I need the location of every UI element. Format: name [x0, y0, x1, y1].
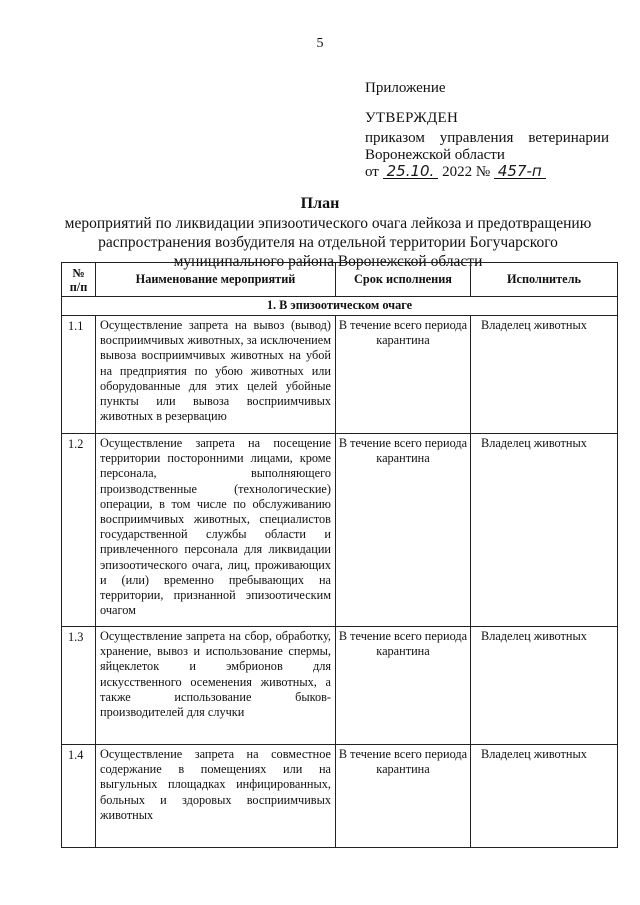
row-executor: Владелец животных [471, 434, 618, 627]
row-number: 1.2 [62, 434, 96, 627]
appendix-label: Приложение [365, 80, 446, 96]
row-term: В течение всего периода карантина [336, 745, 471, 848]
row-number: 1.4 [62, 745, 96, 848]
row-term: В течение всего периода карантина [336, 434, 471, 627]
handwritten-order-number: 457-п [494, 164, 546, 179]
row-number: 1.1 [62, 316, 96, 434]
col-header-number-line2: п/п [69, 279, 88, 294]
section-row [62, 297, 618, 316]
table-row [62, 434, 618, 627]
row-number: 1.3 [62, 627, 96, 745]
order-line-1: приказом управления ветеринарии [365, 130, 609, 146]
approved-label: УТВЕРЖДЕН [365, 110, 459, 126]
order-line-2: Воронежской области [365, 147, 505, 163]
row-term: В течение всего периода карантина [336, 316, 471, 434]
row-executor: Владелец животных [471, 627, 618, 745]
order-block [365, 130, 609, 164]
section-title: 1. В эпизоотическом очаге [62, 297, 618, 316]
row-measure: Осуществление запрета на сбор, обработку, хранение, вывоз и использование спермы, яйцеклеток и эмбрионов для искусственного осеменения животных, а также использование быков-производителей для случки [96, 627, 336, 745]
date-prefix: от [365, 164, 379, 180]
measures-table [61, 262, 618, 848]
col-header-term: Срок исполнения [336, 263, 471, 297]
col-header-number-line1: № [72, 265, 85, 280]
row-term: В течение всего периода карантина [336, 627, 471, 745]
col-header-name: Наименование мероприятий [96, 263, 336, 297]
table-row [62, 316, 618, 434]
row-executor: Владелец животных [471, 745, 618, 848]
table-header-row [62, 263, 618, 297]
handwritten-date: 25.10. [383, 164, 439, 179]
page-number: 5 [316, 36, 324, 51]
plan-title: План [300, 195, 340, 212]
row-executor: Владелец животных [471, 316, 618, 434]
table-row [62, 745, 618, 848]
row-measure: Осуществление запрета на посещение территории посторонними лицами, кроме персонала, выполняющего производственные (технологические) операции, в том числе по обслуживанию восприимчивых животных, специалистов государственной службы области и привлеченного персонала для ликвидации эпизоотического очага, лиц, проживающих и (или) временно пребывающих на территории, признанной эпизоотическим очагом [96, 434, 336, 627]
col-header-executor: Исполнитель [471, 263, 618, 297]
table-row [62, 627, 618, 745]
row-measure: Осуществление запрета на совместное содержание в помещениях или на выгульных площадках инфицированных, больных и здоровых восприимчивых животных [96, 745, 336, 848]
plan-subtitle: мероприятий по ликвидации эпизоотического очага лейкоза и предотвращению распространения возбудителя на отдельной территории Богучарского муниципального района Воронежской области [64, 215, 592, 270]
col-header-number [62, 263, 96, 297]
year-and-number-sign: 2022 № [442, 164, 491, 180]
order-date-line [365, 164, 546, 181]
row-measure: Осуществление запрета на вывоз (вывод) восприимчивых животных, за исключением вывоза восприимчивых животных на убой на предприятия по убою животных или оборудованные для этих целей убойные пункты или вывоза восприимчивых животных в резервацию [96, 316, 336, 434]
